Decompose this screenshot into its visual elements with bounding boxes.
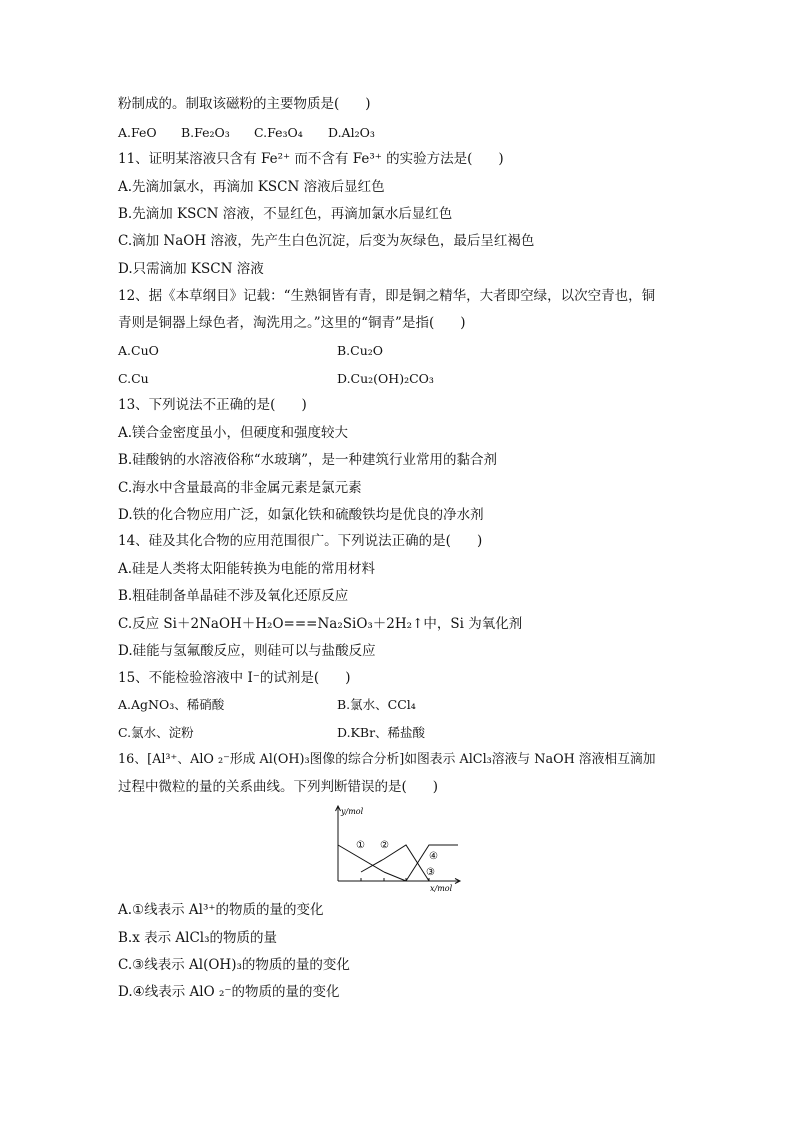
q10-option-a: A.FeO <box>118 125 157 140</box>
curve-label-1: ① <box>356 840 365 851</box>
q11-stem-text: 11、证明某溶液只含有 Fe²⁺ 而不含有 Fe³⁺ 的实验方法是( <box>118 151 473 167</box>
q14-stem-text: 14、硅及其化合物的应用范围很广。下列说法正确的是( <box>118 533 451 549</box>
q12-stem-text: 青则是铜器上绿色者，淘洗用之。”这里的“铜青”是指( <box>118 315 435 331</box>
q15-option-c: C.氯水、淀粉 <box>118 725 194 740</box>
curve-label-4: ④ <box>429 851 438 862</box>
y-axis-label: y/mol <box>341 807 364 816</box>
q16-stem-text: 过程中微粒的量的关系曲线。下列判断错误的是( <box>118 779 407 795</box>
q14-option-b: B.粗硅制备单晶硅不涉及氧化还原反应 <box>118 588 349 604</box>
q14-option-c: C.反应 Si＋2NaOH＋H₂O===Na₂SiO₃＋2H₂↑中，Si 为氧化剂 <box>118 616 523 632</box>
q11-paren: ) <box>498 151 504 167</box>
q12-paren: ) <box>460 315 466 331</box>
q13-stem <box>118 395 307 415</box>
q13-option-c: C.海水中含量最高的非金属元素是氯元素 <box>118 480 362 496</box>
q14-paren: ) <box>476 533 483 549</box>
q12-option-d: D.Cu₂(OH)₂CO₃ <box>337 371 434 386</box>
q10-stem-text: 粉制成的。制取该磁粉的主要物质是( <box>118 96 340 112</box>
q15-option-d: D.KBr、稀盐酸 <box>337 725 426 740</box>
q15-stem-text: 15、不能检验溶液中 I⁻的试剂是( <box>118 670 320 686</box>
q13-option-b: B.硅酸钠的水溶液俗称“水玻璃”，是一种建筑行业常用的黏合剂 <box>118 452 498 468</box>
q12-stem-line1: 12、据《本草纲目》记载：“生熟铜皆有青，即是铜之精华，大者即空绿，以次空青也，铜 <box>118 288 656 304</box>
q16-paren: ) <box>432 779 439 795</box>
q11-option-c: C.滴加 NaOH 溶液，先产生白色沉淀，后变为灰绿色，最后呈红褐色 <box>118 233 535 249</box>
q12-stem-line2 <box>118 313 466 333</box>
q10-option-c: C.Fe₃O₄ <box>254 125 303 140</box>
q16-option-a: A.①线表示 Al³⁺的物质的量的变化 <box>118 902 324 918</box>
q16-option-d: D.④线表示 AlO ₂⁻的物质的量的变化 <box>118 984 340 1000</box>
q13-option-d: D.铁的化合物应用广泛，如氯化铁和硫酸铁均是优良的净水剂 <box>118 507 484 523</box>
q14-option-d: D.硅能与氢氟酸反应，则硅可以与盐酸反应 <box>118 643 376 659</box>
curve-label-2: ② <box>380 840 389 851</box>
q16-option-c: C.③线表示 Al(OH)₃的物质的量的变化 <box>118 957 350 973</box>
q11-stem <box>118 149 504 169</box>
x-axis-label: x/mol <box>430 884 453 893</box>
q14-stem <box>118 531 482 551</box>
q12-option-c: C.Cu <box>118 371 149 386</box>
q10-paren: ) <box>365 96 371 112</box>
q16-option-b: B.x 表示 AlCl₃的物质的量 <box>118 930 278 946</box>
q14-option-a: A.硅是人类将太阳能转换为电能的常用材料 <box>118 561 376 577</box>
q16-stem-line2 <box>118 777 438 797</box>
curve-label-3: ③ <box>426 867 435 878</box>
q10-option-b: B.Fe₂O₃ <box>181 125 230 140</box>
q13-stem-text: 13、下列说法不正确的是( <box>118 397 276 413</box>
q13-paren: ) <box>301 397 307 413</box>
curve-2 <box>361 845 429 881</box>
q16-stem-line1: 16、[Al³⁺、AlO ₂⁻形成 Al(OH)₃图像的综合分析]如图表示 AlCl₃溶液与 NaOH 溶液相互滴加 <box>118 752 656 767</box>
q13-option-a: A.镁合金密度虽小，但硬度和强度较大 <box>118 425 349 441</box>
q15-paren: ) <box>345 670 351 686</box>
q10-option-d: D.Al₂O₃ <box>328 125 375 140</box>
q15-option-a: A.AgNO₃、稀硝酸 <box>118 697 225 712</box>
q10-stem <box>118 94 371 114</box>
q12-option-b: B.Cu₂O <box>337 343 384 358</box>
q11-option-d: D.只需滴加 KSCN 溶液 <box>118 261 264 277</box>
q15-option-b: B.氯水、CCl₄ <box>337 697 416 712</box>
q16-figure <box>326 803 464 895</box>
curve-3 <box>384 872 406 881</box>
q12-option-a: A.CuO <box>118 343 159 358</box>
q11-option-b: B.先滴加 KSCN 溶液，不显红色，再滴加氯水后显红色 <box>118 206 453 222</box>
q15-stem <box>118 668 350 688</box>
q11-option-a: A.先滴加氯水，再滴加 KSCN 溶液后显红色 <box>118 179 385 195</box>
